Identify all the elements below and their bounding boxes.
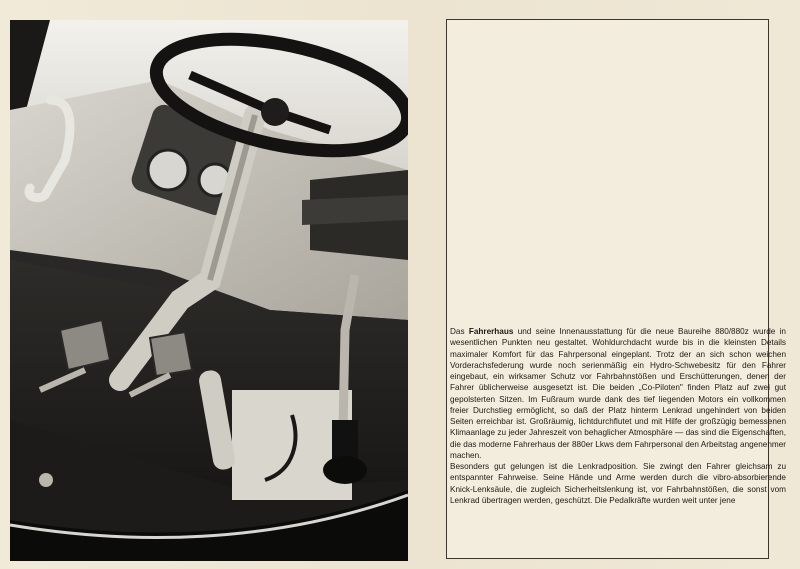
paragraph-1-body: und seine Innenausstattung für die neue Baureihe 880/880z wurde in wesentlichen Punkten neu gestaltet. Wohldurchdacht wurde bis in die kleinsten Details maximaler Komfort für das Fahrpersonal eingeplant. Trotz der an sich schon weichen Vorderachsfederung wurde noch serienmäßig ein Hydro-Schwebesitz für den Fahrer eingebaut, ein wirksamer Schutz vor Fahrbahnstößen und Erschütterungen, denen der Fahrer üblicherweise ausgesetzt ist. Die beiden „Co-Piloten" finden Platz auf zwei gut gepolsterten Sitzen. Im Fußraum wurde dank des tief liegenden Motors ein vollkommen freier Durchstieg ermöglicht, so daß der Platz hinterm Lenkrad ungehindert von beiden Seiten erreichbar ist. Großräumig, lichtdurchflutet und mit Hilfe der großzügig bemessenen Klimaanlage zu jeder Jahreszeit von behaglicher Atmosphäre — das sind die Eigenschaften, die das moderne Fahrerhaus der 880er Lkws dem Fahrpersonal den Arbeitstag angenehmer machen. (450, 327, 786, 460)
cab-interior-photo (10, 20, 408, 561)
cab-interior-illustration (10, 20, 408, 561)
paragraph-1-lead: Das (450, 327, 469, 336)
paragraph-1 (450, 326, 786, 461)
article-text (450, 326, 786, 506)
keyword-fahrerhaus: Fahrerhaus (468, 327, 514, 336)
paragraph-2: Besonders gut gelungen ist die Lenkradposition. Sie zwingt den Fahrer gleichsam zu entspannter Fahrweise. Seine Hände und Arme werden durch die vibro-absorbierende Knick-Lenksäule, die zugleich Sicherheitslenkung ist, vor Fahrbahnstößen, die sonst vom Lenkrad übertragen werden, geschützt. Die Pedalkräfte wurden weit unter jene (450, 462, 786, 505)
